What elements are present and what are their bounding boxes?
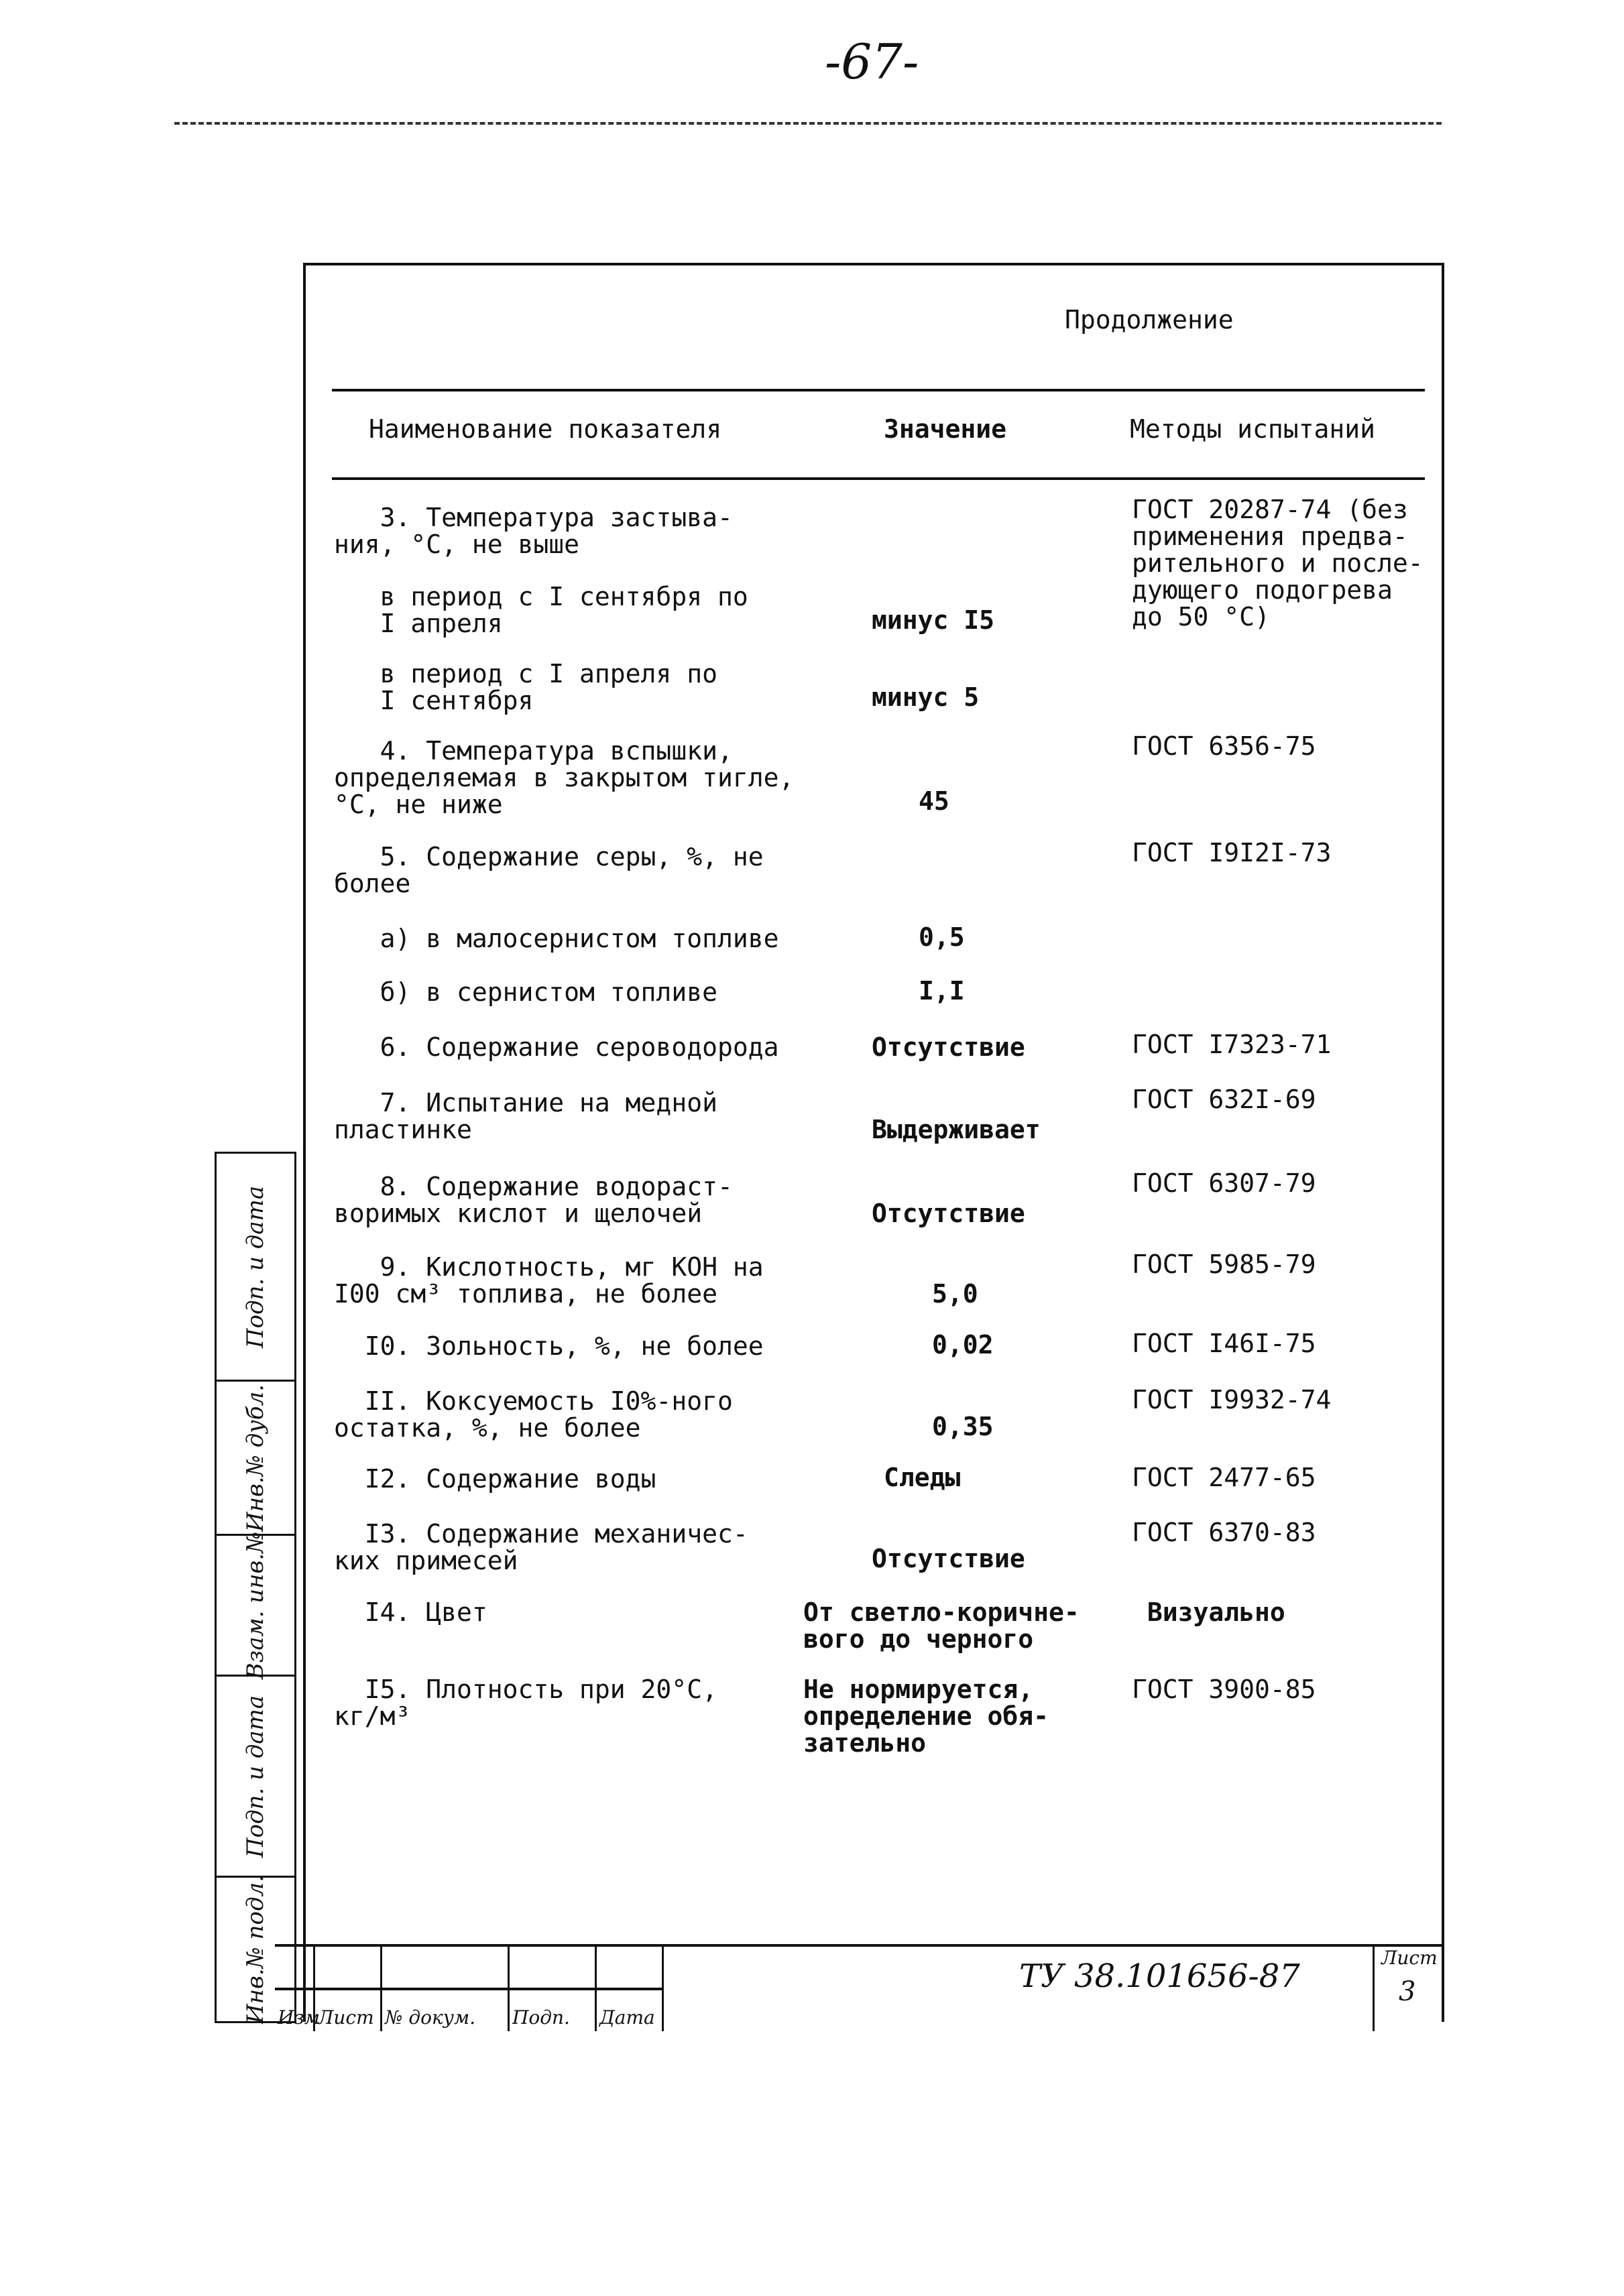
row-method: ГОСТ 5985-79 <box>1132 1250 1316 1279</box>
row-value: Отсутствие <box>872 1032 1025 1062</box>
row-value: Не нормируется, определение обя- зательно <box>803 1675 1049 1758</box>
row-value: Отсутствие <box>872 1544 1025 1573</box>
side-cell <box>217 1531 294 1679</box>
row-name: I3. Содержание механичес- ких примесей <box>334 1519 748 1575</box>
sheet-box <box>1373 1944 1444 2031</box>
row-method: ГОСТ 20287-74 (без применения предва- рительного и после- дующего подогрева до 50 °С) <box>1132 495 1424 631</box>
header-name: Наименование показателя <box>369 414 722 444</box>
row-name: 6. Содержание сероводорода <box>334 1032 779 1062</box>
row-method: ГОСТ I9I2I-73 <box>1132 838 1332 867</box>
header-method: Методы испытаний <box>1130 414 1376 444</box>
stamp-label: Лист <box>318 2006 374 2029</box>
sheet-label: Лист <box>1381 1947 1438 1969</box>
row-method: ГОСТ I46I-75 <box>1132 1329 1316 1358</box>
stamp-label: Изм <box>278 2006 320 2029</box>
row-name: I0. Зольность, %, не более <box>334 1331 764 1361</box>
row-method: ГОСТ 2477-65 <box>1132 1463 1316 1492</box>
row-value: минус 5 <box>872 682 980 712</box>
stamp-cell <box>275 1944 320 2031</box>
document-code: ТУ 38.101656-87 <box>1019 1957 1300 1995</box>
row-name: I5. Плотность при 20°С, кг/м³ <box>334 1675 717 1731</box>
row-value: 45 <box>919 786 949 816</box>
side-label: Инв.№ подл. <box>242 1875 269 2024</box>
stamp-label: Подп. <box>512 2006 570 2029</box>
top-divider <box>174 122 1442 125</box>
row-name: а) в малосернистом топливе <box>334 924 779 953</box>
row-method: ГОСТ 6307-79 <box>1132 1168 1316 1198</box>
row-value: I,I <box>919 976 965 1006</box>
row-value: минус I5 <box>872 605 995 635</box>
row-value: 0,02 <box>932 1330 994 1360</box>
row-name: 7. Испытание на медной пластинке <box>334 1088 717 1144</box>
row-name: 9. Кислотность, мг КОН на I00 см³ топлива, не более <box>334 1252 764 1309</box>
row-value: Отсутствие <box>872 1199 1025 1228</box>
row-name: б) в сернистом топливе <box>334 977 717 1007</box>
row-value: Выдерживает <box>872 1115 1041 1144</box>
row-name: 8. Содержание водораст- воримых кислот и щелочей <box>334 1172 733 1228</box>
row-name: 3. Температура застыва- ния, °С, не выше <box>334 503 733 559</box>
side-label: Взам. инв.№ <box>242 1531 269 1679</box>
stamp-cell <box>597 1944 664 2031</box>
title-block <box>275 1944 1444 2031</box>
row-name: I4. Цвет <box>334 1597 487 1627</box>
row-method: Визуально <box>1132 1597 1285 1627</box>
side-label: Подп. и дата <box>242 1185 269 1348</box>
row-method: ГОСТ 632I-69 <box>1132 1085 1316 1114</box>
row-name: II. Коксуемость I0%-ного остатка, %, не более <box>334 1386 733 1443</box>
header-bottom-rule <box>332 477 1425 480</box>
row-name: в период с I сентября по I апреля <box>380 582 748 638</box>
stamp-cell <box>382 1944 510 2031</box>
side-label: Инв.№ дубл. <box>242 1384 269 1532</box>
row-name: 4. Температура вспышки, определяемая в закрытом тигле, °С, не ниже <box>334 736 795 819</box>
stamp-cell <box>315 1944 382 2031</box>
side-label: Подп. и дата <box>242 1695 269 1858</box>
header-top-rule <box>332 389 1425 391</box>
row-value: 0,5 <box>919 922 965 952</box>
stamp-label: № докум. <box>385 2006 476 2029</box>
row-method: ГОСТ I9932-74 <box>1132 1385 1332 1414</box>
side-cell <box>217 1382 294 1536</box>
sheet-number: 3 <box>1399 1976 1416 2007</box>
side-binding-strip <box>215 1152 296 2023</box>
row-value: От светло-коричне- вого до черного <box>803 1597 1080 1654</box>
row-method: ГОСТ 6356-75 <box>1132 731 1316 761</box>
page-number: -67- <box>825 34 919 90</box>
row-method: ГОСТ 3900-85 <box>1132 1675 1316 1704</box>
continuation-label: Продолжение <box>1065 305 1234 335</box>
row-name: в период с I апреля по I сентября <box>380 659 717 715</box>
side-cell <box>217 1677 294 1878</box>
stamp-label: Дата <box>599 2006 655 2029</box>
row-method: ГОСТ I7323-71 <box>1132 1030 1332 1059</box>
header-value: Значение <box>884 414 1007 444</box>
side-cell <box>217 1154 294 1382</box>
row-value: Следы <box>884 1463 961 1492</box>
stamp-cell <box>510 1944 597 2031</box>
row-value: 5,0 <box>932 1279 978 1309</box>
row-method: ГОСТ 6370-83 <box>1132 1518 1316 1547</box>
row-name: 5. Содержание серы, %, не более <box>334 842 764 898</box>
row-value: 0,35 <box>932 1412 994 1441</box>
row-name: I2. Содержание воды <box>334 1464 656 1494</box>
